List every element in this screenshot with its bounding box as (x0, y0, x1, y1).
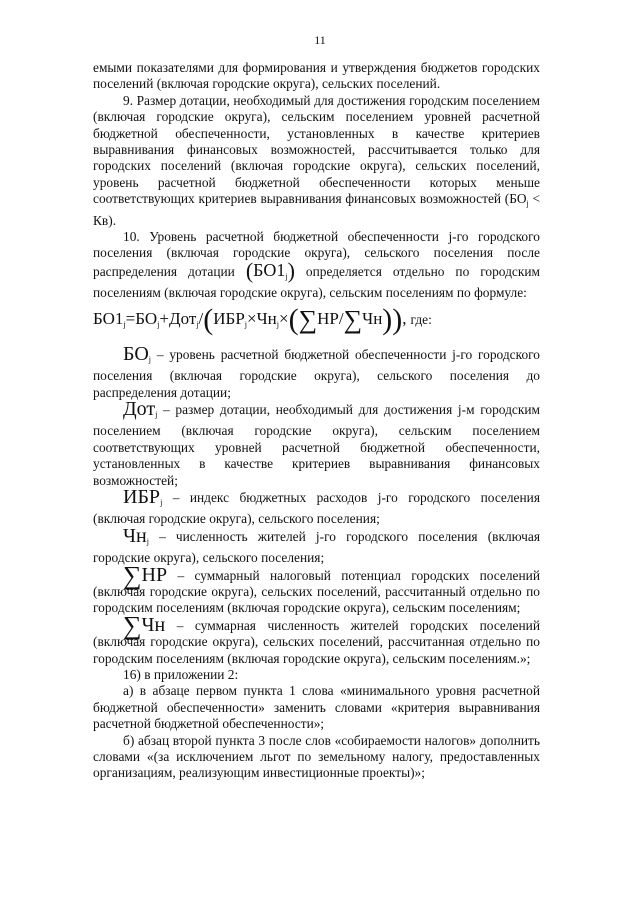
formula-where: где: (410, 311, 432, 327)
definition-sum-chn-text: – суммарная численность жителей городских поселений (включая городские округа), сельских поселений, рассчитанная отдельно по городским поселениям (включая городские округа), сельским поселениям.»; (93, 617, 540, 666)
formula-lhs: БО1 (93, 308, 124, 328)
paragraph-9-end: < Кв). (93, 191, 540, 228)
subscript-j: j (148, 354, 152, 364)
paragraph-9 (93, 93, 540, 229)
ibr-symbol: ИБР (123, 485, 161, 508)
sum-icon: ∑ (123, 560, 142, 590)
subscript-j: j (123, 319, 126, 329)
definition-sum-nr (93, 560, 540, 617)
formula-comma: , (402, 308, 407, 328)
subscript-j: j (157, 319, 160, 329)
subscript-j: j (196, 319, 199, 329)
definition-sum-nr-text: – суммарный налоговый потенциал городских поселений (включая городские округа), сельских поселений, рассчитанный отдельно по городским поселениям (включая городские округа), сельским поселениям; (93, 567, 540, 616)
subscript-j: j (276, 319, 279, 329)
sum-icon: ∑ (298, 304, 318, 334)
formula-slash: / (338, 308, 344, 328)
definition-dot-text: – размер дотации, необходимый для достижения j-м городским поселением (включая городские округа), сельским поселением соответствующих уровней расчетной бюджетной обеспеченности, установленных в качестве критериев выравнивания финансовых возможностей; (93, 401, 540, 488)
open-paren: ( (288, 302, 299, 336)
sum-icon: ∑ (123, 610, 142, 640)
chn-symbol: Чн (123, 524, 147, 547)
sum-icon: ∑ (343, 304, 363, 334)
subscript-j: j (285, 271, 288, 281)
formula-sum-chn: Чн (362, 308, 383, 328)
definition-sum-chn (93, 610, 540, 667)
definition-bo-text: – уровень расчетной бюджетной обеспеченности j-го городского поселения (включая городские округа), сельского поселения до распределения дотации; (93, 346, 540, 400)
paragraph-10 (93, 229, 540, 302)
paragraph-continuation: емыми показателями для формирования и утверждения бюджетов городских поселений (включая городские округа), сельских поселений. (93, 60, 540, 92)
definition-ibr (93, 485, 540, 528)
document-body (93, 60, 540, 782)
paragraph-16b: б) абзац второй пункта 3 после слов «собираемости налогов» дополнить словами «(за исключением льгот по земельному налогу, предоставленных организациям, реализующим инвестиционные проекты)»; (93, 732, 540, 781)
paragraph-9-text: 9. Размер дотации, необходимый для достижения городским поселением (включая городские округа), сельским поселением уровней расчетной бюджетной обеспеченности, установленных в качестве критериев выравнивания финансовых возможностей, рассчитывается только для городских поселений (включая городские округа), сельских поселений, уровень расчетной бюджетной обеспеченности которых меньше соответствующих критериев выравнивания финансовых возможностей (БО (93, 92, 540, 207)
subscript-j: j (160, 497, 163, 507)
formula-times1: ×Чн (247, 308, 277, 328)
subscript-j: j (146, 536, 149, 546)
close-paren: ) (287, 257, 295, 283)
bo1-symbol: БО1 (253, 259, 286, 280)
paragraph-10-text-a: 10. Уровень расчетной бюджетной обеспеченности j-го городского поселения (включая городские округа), сельского поселения после распределения дотации (93, 229, 540, 279)
formula-eq: =БО (125, 308, 158, 328)
formula-div: / (198, 308, 204, 328)
definition-chn-text: – численность жителей j-го городского поселения (включая городские округа), сельского поселения; (93, 528, 540, 566)
formula-sum-nr: НР (317, 308, 339, 328)
dot-symbol: Дот (123, 397, 156, 420)
page-number: 11 (314, 33, 326, 47)
definition-dot (93, 397, 540, 489)
definition-chn (93, 524, 540, 567)
open-paren: ( (245, 257, 254, 283)
formula-plus: +Дот (159, 308, 197, 328)
open-paren: ( (203, 302, 214, 336)
sum-nr-symbol: НР (141, 563, 168, 586)
subscript-j: j (244, 319, 248, 329)
sum-chn-symbol: Чн (141, 613, 166, 636)
subscript-j: j (526, 199, 529, 209)
definition-ibr-text: – индекс бюджетных расходов j-го городского поселения (включая городские округа), сельского поселения; (93, 489, 540, 527)
close-paren: )) (382, 302, 403, 336)
paragraph-10-text-b: определяется отдельно по городским поселениям (включая городские округа), сельским поселениям по формуле: (93, 263, 540, 301)
formula-ibr: ИБР (213, 308, 245, 328)
paragraph-16a: а) в абзаце первом пункта 1 слова «минимального уровня расчетной бюджетной обеспеченности» заменить словами «критерия выравнивания расчетной бюджетной обеспеченности»; (93, 683, 540, 732)
subscript-j: j (155, 409, 158, 419)
definition-bo (93, 342, 540, 401)
formula (93, 304, 540, 340)
paragraph-16: 16) в приложении 2: (123, 667, 239, 682)
bo-symbol: БО (123, 342, 149, 365)
formula-times2: × (278, 308, 289, 328)
